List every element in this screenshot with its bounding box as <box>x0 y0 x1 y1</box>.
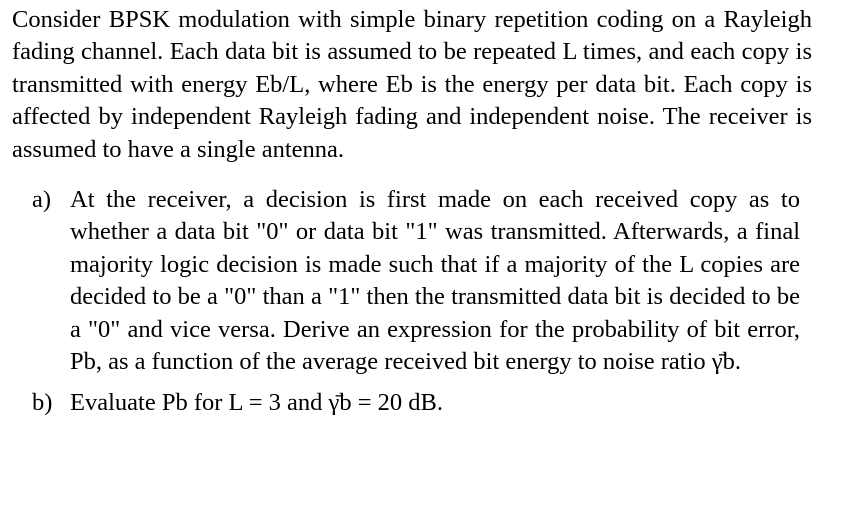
question-b-marker: b) <box>32 389 53 417</box>
question-list <box>12 184 812 420</box>
question-b <box>12 387 812 419</box>
question-a-marker: a) <box>32 186 52 214</box>
question-b-text: Evaluate Pb for L = 3 and γ̄b = 20 dB. <box>70 389 444 417</box>
question-a-text: At the receiver, a decision is first made on each received copy as to whether a data bit "0" or data bit "1" was transmitted. Afterwards, a final majority logic decision is made such that if a majority of the L copies are decided to be a "0" than a "1" then the transmitted data bit is decided to be a "0" and vice versa. Derive an expression for the probability of bit error, Pb, as a function of the average received bit energy to noise ratio γ̄b. <box>70 186 800 376</box>
intro-paragraph: Consider BPSK modulation with simple binary repetition coding on a Rayleigh fading channel. Each data bit is assumed to be repeated L times, and each copy is transmitted with energy Eb/L, where Eb is the energy per data bit. Each copy is affected by independent Rayleigh fading and independent noise. The receiver is assumed to have a single antenna. <box>12 6 812 163</box>
problem-statement <box>12 4 812 420</box>
question-a <box>12 184 812 378</box>
